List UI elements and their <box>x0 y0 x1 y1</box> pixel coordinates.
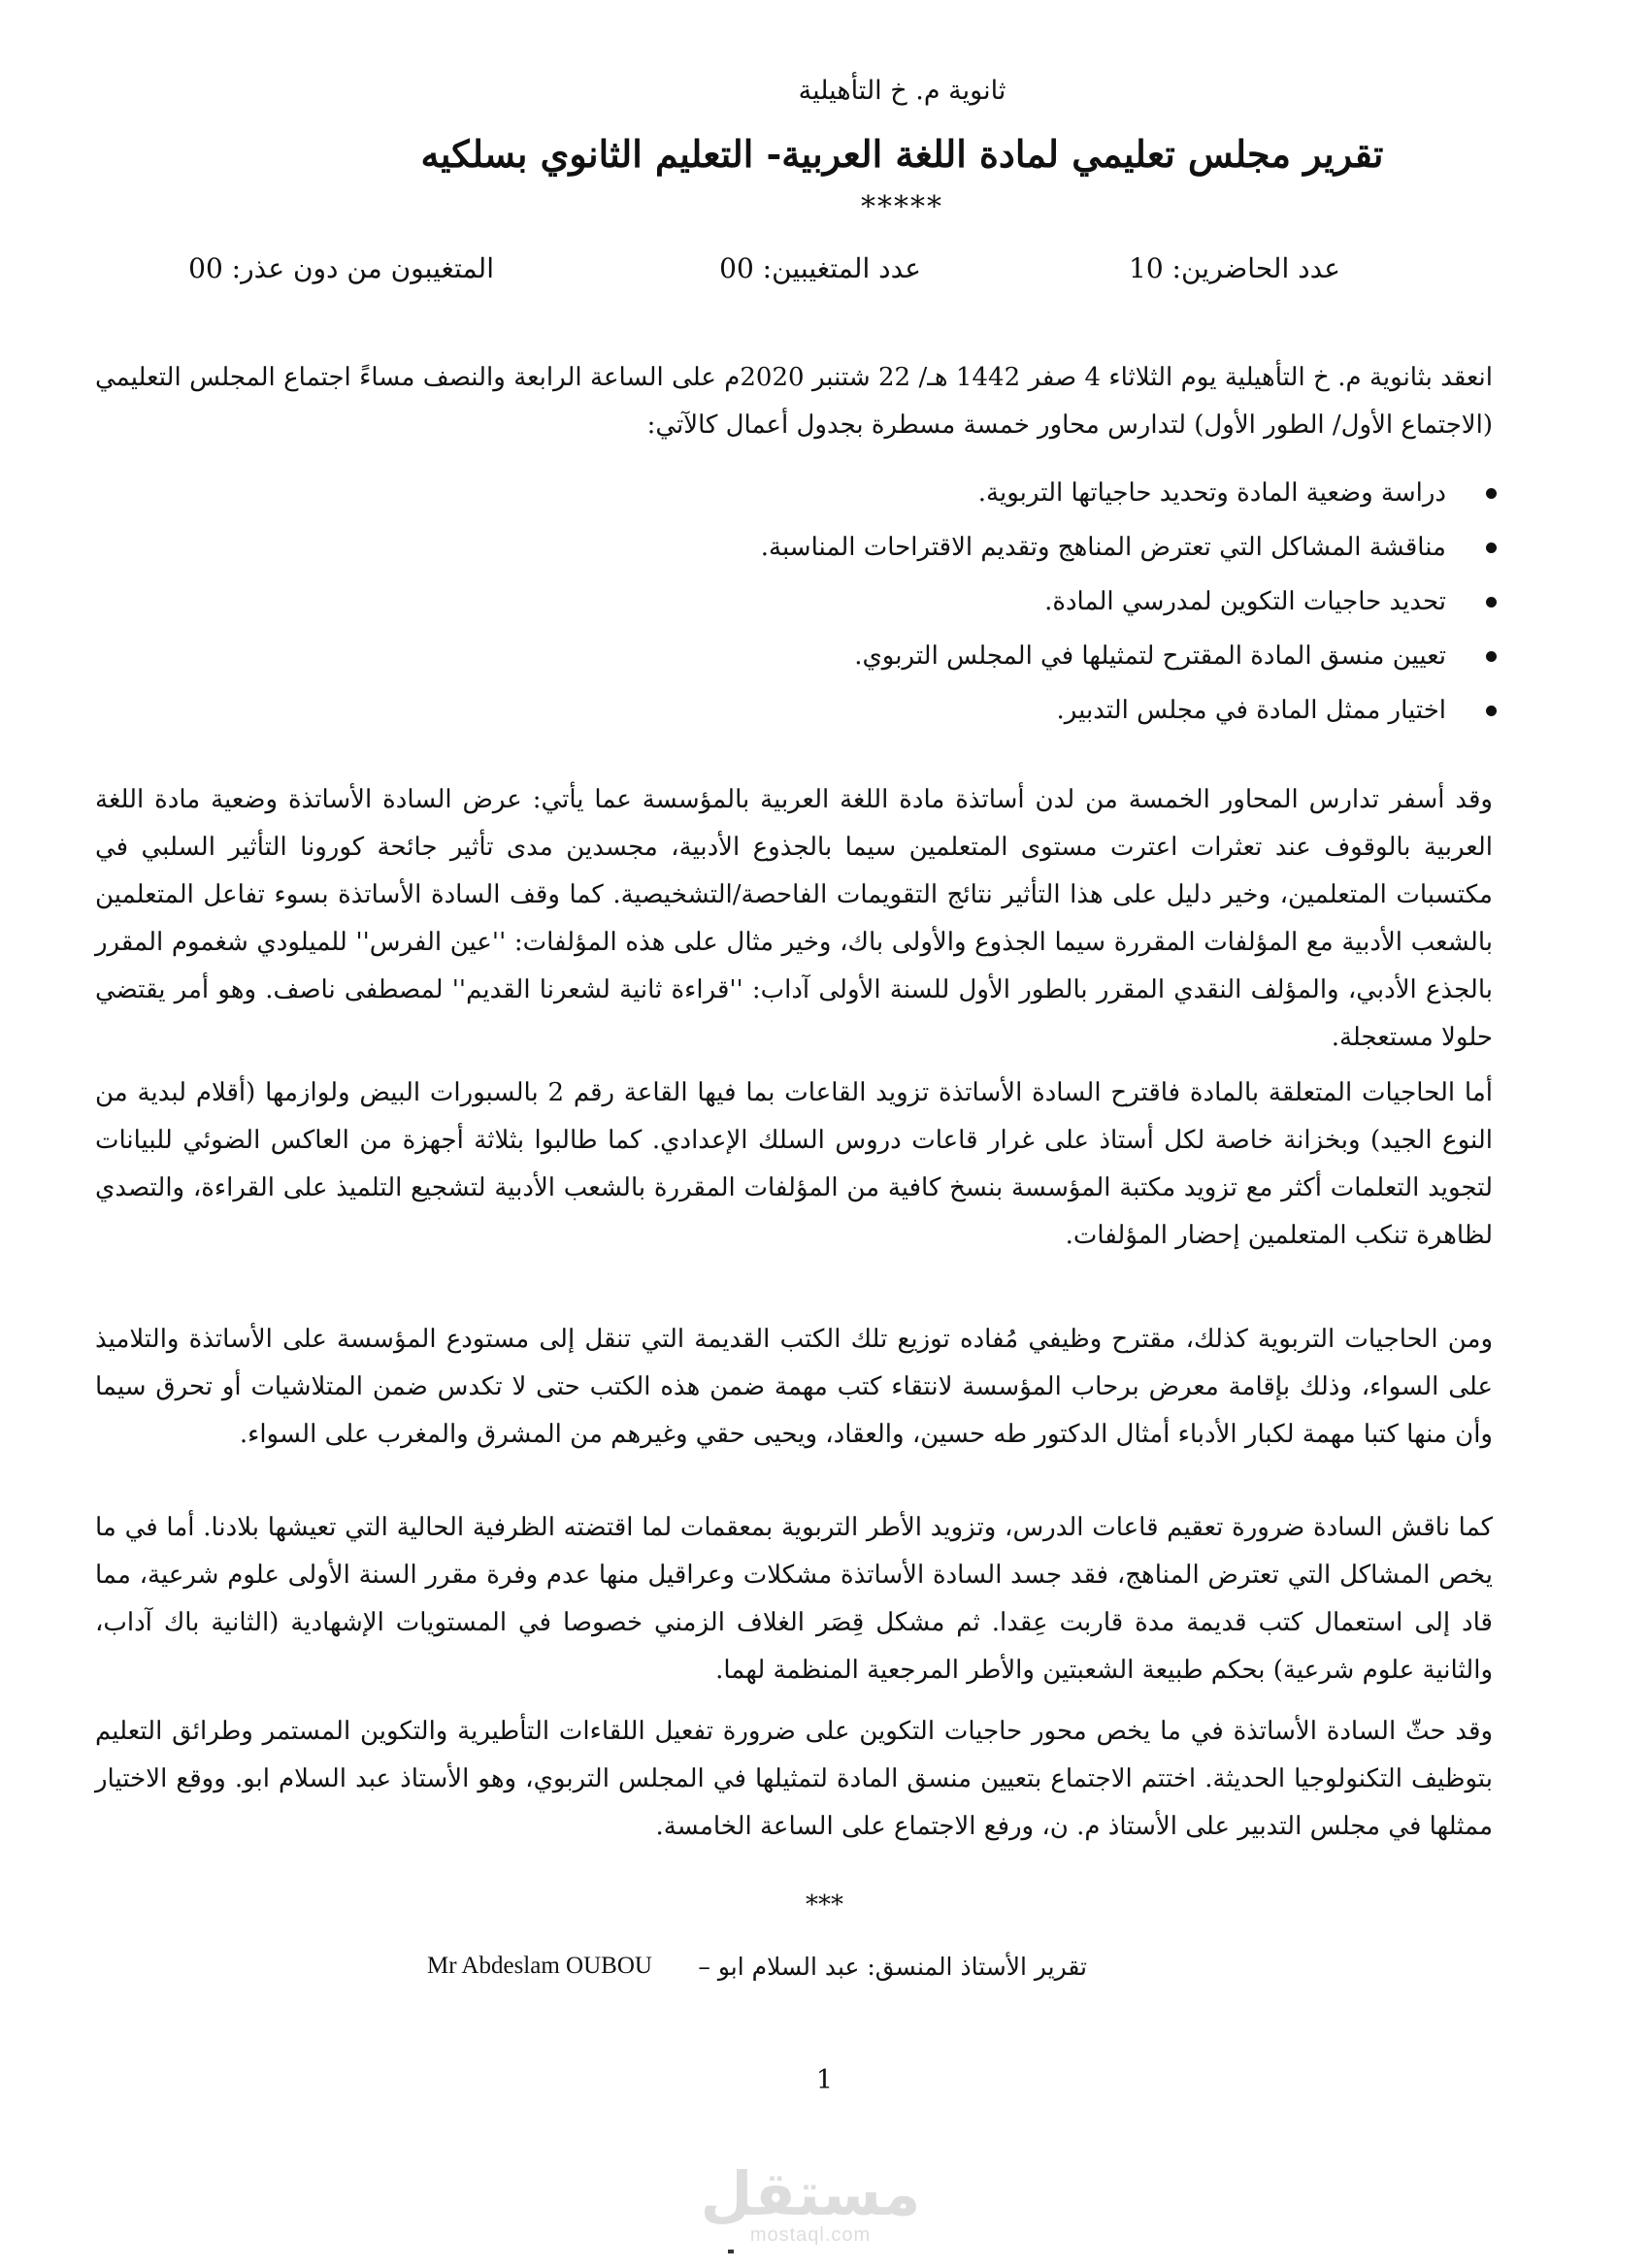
list-item: تعيين منسق المادة المقترح لتمثيلها في المجلس التربوي. <box>194 629 1446 683</box>
report-author-arabic: تقرير الأستاذ المنسق: عبد السلام ابو – <box>698 1953 1087 1981</box>
present-count: عدد الحاضرين: 10 <box>1129 252 1340 284</box>
bullet-icon <box>1486 488 1497 499</box>
header-separator: ***** <box>861 190 943 224</box>
list-item: دراسة وضعية المادة وتحديد حاجياتها التربوية. <box>194 466 1446 520</box>
paragraph-training-needs: وقد حثّ السادة الأساتذة في ما يخص محور حاجيات التكوين على ضرورة تفعيل اللقاءات التأطيرية والتكوين المستمر وطرائق التعليم بتوظيف التكنولوجيا الحديثة. اختتم الاجتماع بتعيين منسق المادة لتمثيلها في المجلس التربوي، وهو الأستاذ عبد السلام ابو. ووقع الاختيار ممثلها في مجلس التدبير على الأستاذ م. ن، ورفع الاجتماع على الساعة الخامسة. <box>95 1717 1493 1841</box>
paragraph-old-books: ومن الحاجيات التربوية كذلك، مقترح وظيفي مُفاده توزيع تلك الكتب القديمة التي تنقل إلى مستودع المؤسسة على الأساتذة والتلاميذ على السواء، وذلك بإقامة معرض برحاب المؤسسة لانتقاء كتب مهمة ضمن هذه الكتب حتى لا تكدس ضمن المتلاشيات أو تحرق سيما وأن منها كتبا مهمة لكبار الأدباء أمثال الدكتور طه حسين، والعقاد، ويحيى حقي وغيرهم من المشرق والمغرب على السواء. <box>95 1325 1493 1449</box>
intro-paragraph: انعقد بثانوية م. خ التأهيلية يوم الثلاثاء 4 صفر 1442 هـ/ 22 شتنبر 2020م على الساعة الرابعة والنصف مساءً اجتماع المجلس التعليمي (الاجتماع الأول/ الطور الأول) لتدارس محاور خمسة مسطرة بجدول أعمال كالآتي: <box>95 363 1493 440</box>
page-title: تقرير مجلس تعليمي لمادة اللغة العربية- التعليم الثانوي بسلكيه <box>420 132 1384 176</box>
watermark-logo-latin: mostaql.com <box>749 2224 872 2246</box>
list-item: اختيار ممثل المادة في مجلس التدبير. <box>194 683 1446 738</box>
paragraph-curriculum-problems: كما ناقش السادة ضرورة تعقيم قاعات الدرس، وتزويد الأطر التربوية بمعقمات لما اقتضته الظرفية الحالية التي تعيشها بلادنا. أما في ما يخص المشاكل التي تعترض المناهج، فقد جسد السادة الأساتذة مشكلات وعراقيل منها عدم وفرة مقرر السنة الأولى علوم شرعية، مما قاد إلى استعمال كتب قديمة مدة قاربت عِقدا. ثم مشكل قِصَر الغلاف الزمني خصوصا في المستويات الإشهادية (الثانية باك آداب، والثانية علوم شرعية) بحكم طبيعة الشعبتين والأطر المرجعية المنظمة لهما. <box>95 1513 1493 1685</box>
bullet-icon <box>1486 542 1497 553</box>
list-item: تحديد حاجيات التكوين لمدرسي المادة. <box>194 575 1446 629</box>
watermark-logo <box>684 2158 937 2247</box>
page-number: 1 <box>815 2065 834 2095</box>
watermark-logo-arabic: مستقل <box>700 2158 921 2229</box>
paragraph-subject-status: وقد أسفر تدارس المحاور الخمسة من لدن أساتذة مادة اللغة العربية بالمؤسسة عما يأتي: عرض السادة الأساتذة وضعية مادة اللغة العربية بالوقوف عند تعثرات اعترت مستوى المتعلمين سيما بالجذوع الأدبية، مجسدين مدى تأثير جائحة كورونا التأثير السلبي في مكتسبات المتعلمين، وخير دليل على هذا التأثير نتائج التقويمات الفاحصة/التشخيصية. كما وقف السادة الأساتذة بسوء تفاعل المتعلمين بالشعب الأدبية مع المؤلفات المقررة سيما الجذوع والأولى باك، وخير مثال على هذه المؤلفات: ''عين الفرس'' للميلودي شغموم المقرر بالجذع الأدبي، والمؤلف النقدي المقرر بالطور الأول للسنة الأولى آداب: ''قراءة ثانية لشعرنا القديم'' لمصطفى ناصف. وهو أمر يقتضي حلولا مستعجلة. <box>95 785 1493 1052</box>
absent-count: عدد المتغيبين: 00 <box>719 252 921 284</box>
scan-mark <box>728 2250 734 2253</box>
closing-separator: *** <box>806 1890 843 1920</box>
paragraph-subject-needs: أما الحاجيات المتعلقة بالمادة فاقترح السادة الأساتذة تزويد القاعات بما فيها القاعة رقم 2 بالسبورات البيض ولوازمها (أقلام لبدية من النوع الجيد) وبخزانة خاصة لكل أستاذ على غرار قاعات دروس السلك الإعدادي. كما طالبوا بثلاثة أجهزة من العاكس الضوئي للبيانات لتجويد التعلمات أكثر مع تزويد مكتبة المؤسسة بنسخ كافية من المؤلفات المقررة بالشعب الأدبية لتشجيع التلميذ على القراءة، والتصدي لظاهرة تنكب المتعلمين إحضار المؤلفات. <box>95 1078 1493 1250</box>
bullet-icon <box>1486 651 1497 662</box>
report-author-latin: Mr Abdeslam OUBOU <box>427 1953 652 1979</box>
bullet-icon <box>1486 706 1497 716</box>
agenda-list <box>194 466 1446 738</box>
absent-no-excuse-count: المتغيبون من دون عذر: 00 <box>188 252 494 284</box>
list-item: مناقشة المشاكل التي تعترض المناهج وتقديم الاقتراحات المناسبة. <box>194 520 1446 575</box>
bullet-icon <box>1486 597 1497 608</box>
school-name: ثانوية م. خ التأهيلية <box>798 76 1006 106</box>
